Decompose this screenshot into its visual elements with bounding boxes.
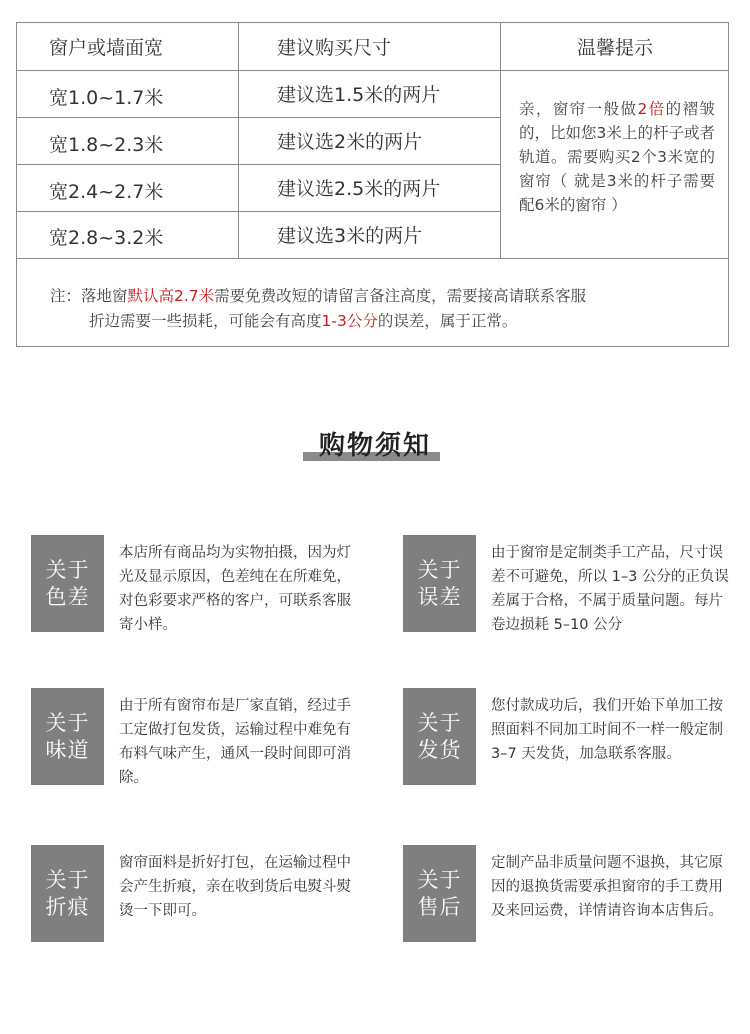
section-title-text: 购物须知 [318, 431, 431, 461]
note-line-2 [89, 309, 517, 331]
badge-line: 关于 [417, 867, 462, 892]
notice-card-shipping [403, 688, 748, 788]
header-suggested-size: 建议购买尺寸 [277, 37, 392, 59]
notice-text: 定制产品非质量问题不退换，其它原因的退换货需要承担窗帘的手工费用及来回运费，详情请咨询本店售后。 [491, 855, 723, 919]
table-cell-suggest: 建议选1.5米的两片 [277, 84, 441, 106]
note-text: 需要免费改短的请留言备注高度，需要接高请联系客服 [214, 287, 587, 305]
notice-badge [403, 535, 476, 632]
table-cell-width: 宽2.8~3.2米 [49, 226, 164, 249]
badge-line: 关于 [45, 710, 90, 735]
badge-line: 味道 [45, 737, 90, 762]
notice-card-error [403, 535, 748, 635]
section-title [0, 425, 750, 465]
badge-line: 关于 [45, 867, 90, 892]
table-cell-suggest: 建议选3米的两片 [277, 225, 423, 247]
badge-line: 色差 [45, 584, 90, 609]
tip-text-part: 亲，窗帘一般做 [519, 100, 638, 118]
table-cell-width: 宽2.4~2.7米 [49, 181, 164, 203]
notice-badge [403, 845, 476, 942]
note-text: 折边需要一些损耗，可能会有高度 [89, 312, 322, 330]
notice-text: 您付款成功后，我们开始下单加工按照面料不同加工时间不一样一般定制 3–7 天发货，加急联系客服。 [491, 698, 723, 762]
notice-text: 由于所有窗帘布是厂家直销，经过手工定做打包发货，运输过程中难免有布料气味产生，通风一段时间即可消除。 [119, 698, 351, 786]
notice-text: 本店所有商品均为实物拍摄，因为灯光及显示原因，色差纯在在所难免，对色彩要求严格的客户，可联系客服寄小样。 [119, 545, 351, 633]
notice-badge [31, 845, 104, 942]
table-cell-width: 宽1.8~2.3米 [49, 134, 164, 156]
notice-badge [31, 535, 104, 632]
note-highlight: 默认高2.7米 [127, 287, 215, 305]
badge-line: 关于 [45, 557, 90, 582]
notice-card-crease [31, 845, 376, 945]
notice-text: 由于窗帘是定制类手工产品，尺寸误差不可避免，所以 1–3 公分的正负误差属于合格，不属于质量问题。每片卷边损耗 5–10 公分 [491, 545, 729, 633]
notice-card-smell [31, 688, 376, 788]
badge-line: 折痕 [45, 894, 90, 919]
note-text: 注：落地窗 [50, 287, 128, 305]
table-cell-width: 宽1.0~1.7米 [49, 87, 164, 109]
tip-text-part: 的褶皱的，比如您3米上的杆子或者轨道。需要购买2个3米宽的窗帘（ 就是3米的杆子需要配6米的窗帘 ） [519, 100, 715, 214]
table-cell-suggest: 建议选2.5米的两片 [277, 178, 441, 200]
header-tip: 温馨提示 [576, 37, 653, 59]
size-table [16, 22, 729, 347]
badge-line: 售后 [417, 894, 462, 919]
header-window-width: 窗户或墙面宽 [49, 37, 164, 59]
note-highlight: 1-3公分 [321, 312, 378, 330]
notice-card-color [31, 535, 376, 635]
table-divider [17, 258, 728, 259]
notice-badge [403, 688, 476, 785]
badge-line: 关于 [417, 557, 462, 582]
badge-line: 误差 [417, 584, 462, 609]
notice-card-after-sales [403, 845, 748, 945]
tip-highlight: 2倍 [637, 100, 666, 118]
table-divider [238, 23, 239, 258]
table-cell-suggest: 建议选2米的两片 [277, 131, 423, 153]
badge-line: 关于 [417, 710, 462, 735]
note-text: 的误差，属于正常。 [377, 312, 518, 330]
notice-badge [31, 688, 104, 785]
note-line-1 [50, 284, 586, 306]
notice-text: 窗帘面料是折好打包，在运输过程中会产生折痕，亲在收到货后电熨斗熨烫一下即可。 [119, 855, 351, 919]
tip-text [519, 97, 715, 217]
badge-line: 发货 [417, 737, 462, 762]
